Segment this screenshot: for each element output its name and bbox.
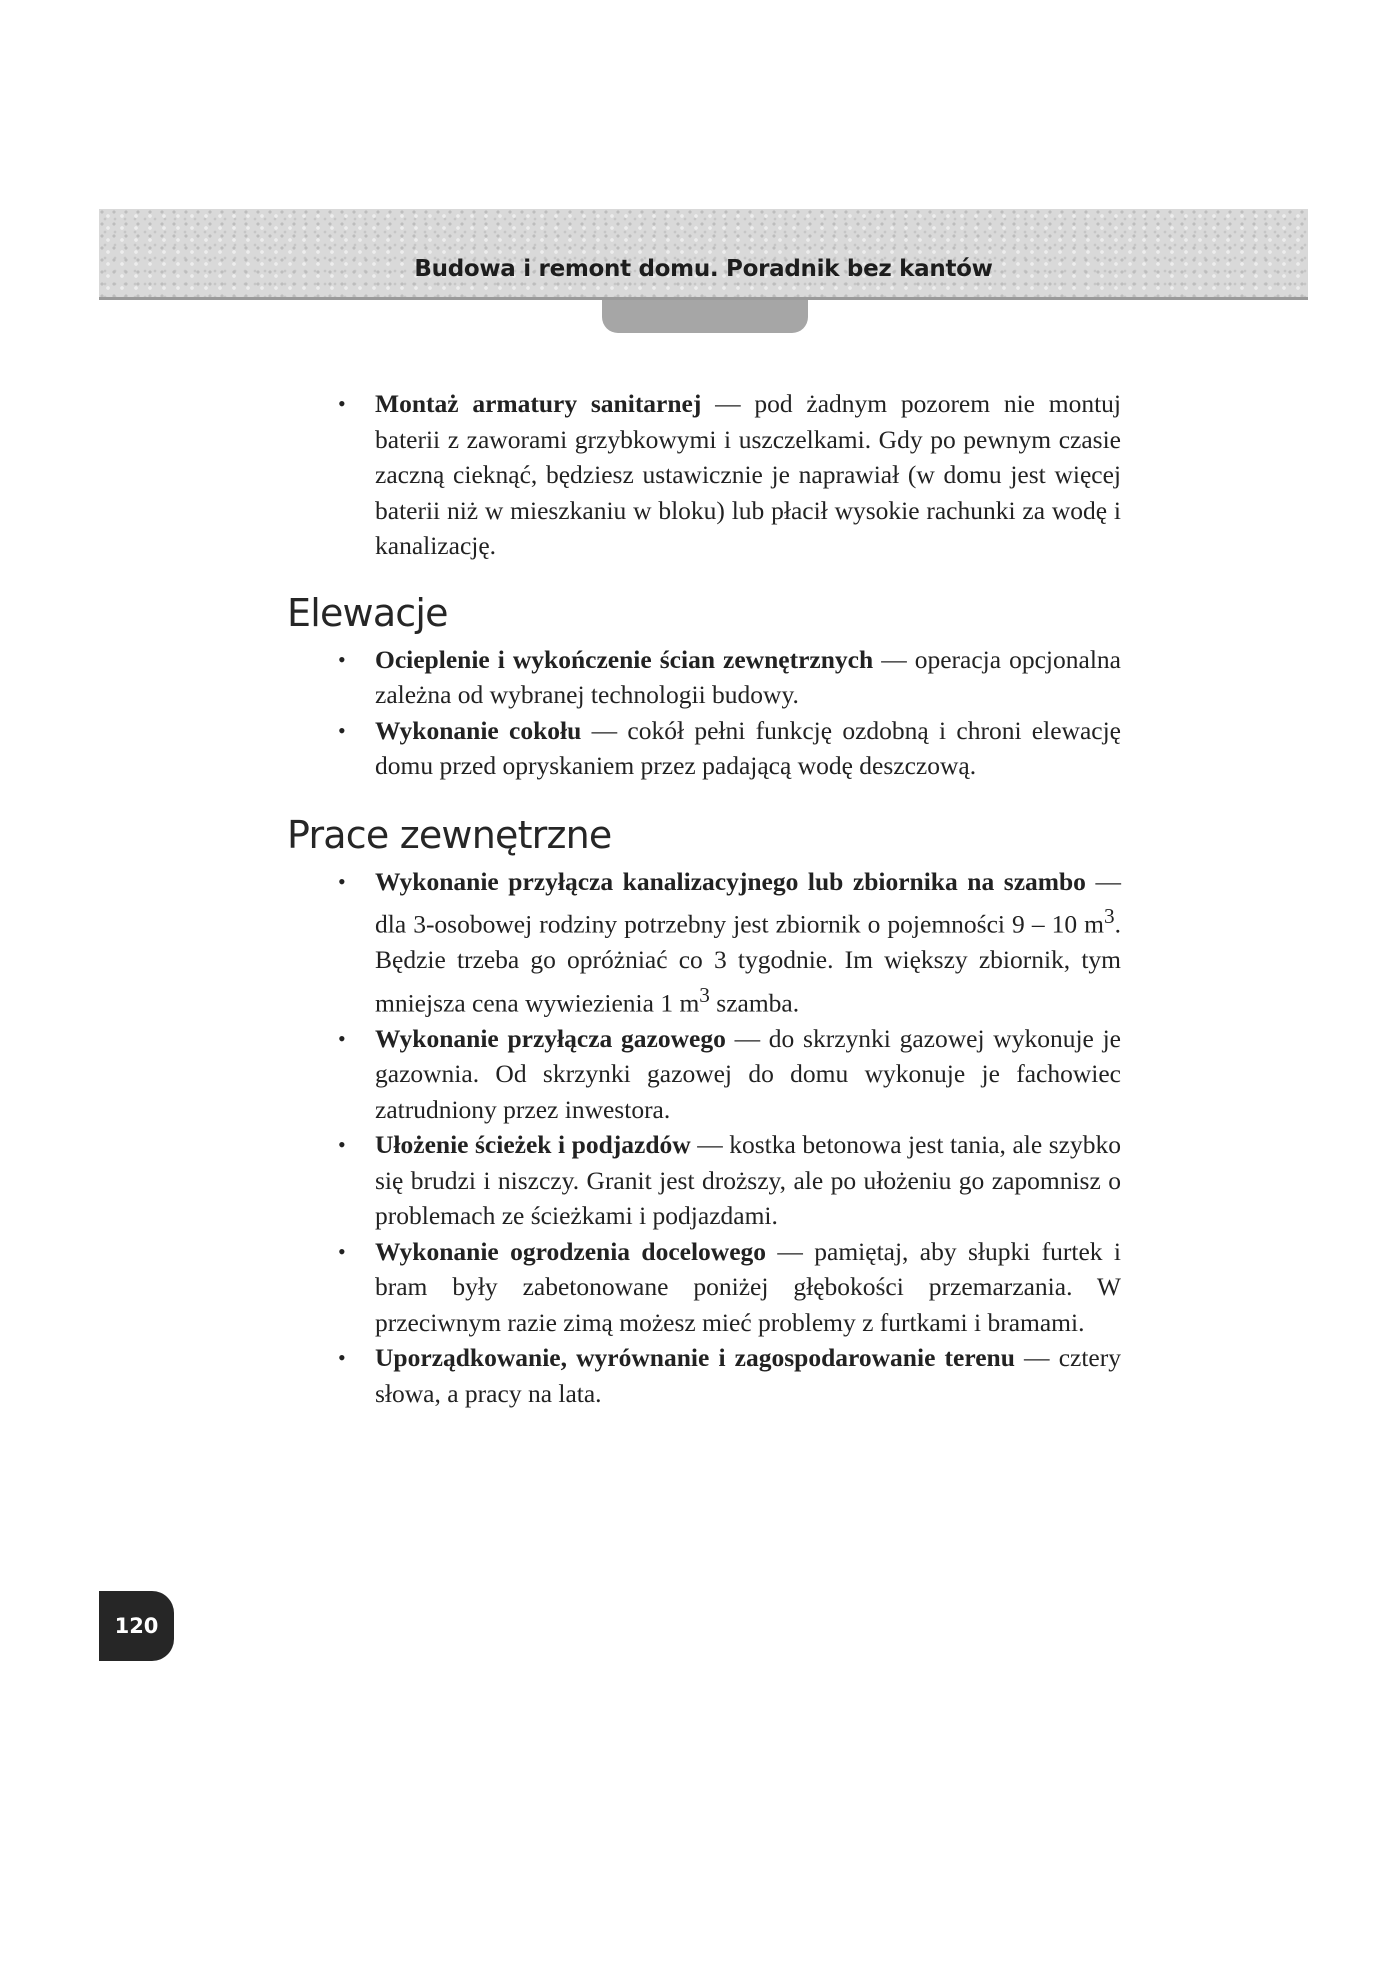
section-heading-elewacje: Elewacje <box>287 590 448 635</box>
bullet-icon: • <box>338 868 346 894</box>
item-term: Montaż armatury sanitarnej <box>375 389 702 418</box>
item-text: — kostka betonowa jest tania, ale szybko się brudzi i niszczy. Granit jest droższy, ale po ułożeniu go zapomnisz o problemach ze ścieżkami i podjazdami. <box>375 1130 1121 1230</box>
item-text: — pod żadnym pozorem nie montuj baterii z zaworami grzybkowymi i uszczelkami. Gdy po pewnym czasie zaczną cieknąć, będziesz ustawicznie je naprawiał (w domu jest więcej baterii niż w mieszkaniu w bloku) lub płacił wysokie rachunki za wodę i kanalizację. <box>375 389 1122 560</box>
item-text: — dla 3-osobowej rodziny potrzebny jest zbiornik o pojemności 9 – 10 m <box>375 866 1121 939</box>
section-heading-prace-zewnetrzne: Prace zewnętrzne <box>287 812 612 857</box>
bullet-icon: • <box>338 717 346 743</box>
item-text: szamba. <box>709 988 800 1017</box>
bullet-icon: • <box>338 1345 346 1370</box>
item-term: Wykonanie przyłącza kanalizacyjnego lub zbiornika na szambo <box>375 866 1086 896</box>
item-text: — operacja opcjonalna zależna od wybranej technologii budowy. <box>375 644 1121 709</box>
list-item <box>287 642 1121 713</box>
superscript: 3 <box>699 982 710 1007</box>
intro-bullet-list <box>287 386 1121 564</box>
item-text: — cztery słowa, a pracy na lata. <box>375 1343 1121 1408</box>
prace-bullet-list <box>287 864 1121 1412</box>
bullet-icon: • <box>338 391 346 416</box>
header-tab-decoration <box>602 300 808 333</box>
superscript: 3 <box>1104 904 1115 928</box>
elewacje-bullet-list <box>287 642 1121 784</box>
list-item <box>287 864 1121 1021</box>
item-term: Wykonanie ogrodzenia docelowego <box>375 1236 767 1266</box>
running-header-title: Budowa i remont domu. Poradnik bez kantów <box>414 256 993 282</box>
list-item <box>287 1021 1121 1128</box>
item-text: — pamiętaj, aby słupki furtek i bram były zabetonowane poniżej głębokości przemarzania. W przeciwnym razie zimą możesz mieć problemy z furtkami i bramami. <box>375 1236 1121 1337</box>
list-item <box>287 1234 1121 1341</box>
list-item <box>287 713 1121 784</box>
item-term: Ułożenie ścieżek i podjazdów <box>375 1130 691 1159</box>
list-item <box>287 1340 1121 1411</box>
bullet-icon: • <box>338 1025 346 1051</box>
page-number-badge: 120 <box>99 1591 174 1661</box>
bullet-icon: • <box>338 646 346 672</box>
item-term: Ocieplenie i wykończenie ścian zewnętrznych <box>375 644 874 674</box>
item-text: — cokół pełni funkcję ozdobną i chroni elewację domu przed opryskaniem przez padającą wodę deszczową. <box>375 715 1121 780</box>
bullet-icon: • <box>338 1238 346 1264</box>
item-term: Uporządkowanie, wyrównanie i zagospodarowanie terenu <box>375 1343 1015 1372</box>
item-text: . Będzie trzeba go opróżniać co 3 tygodnie. Im większy zbiornik, tym mniejsza cena wywiezienia 1 m <box>375 909 1121 1017</box>
page-content <box>287 386 1121 1411</box>
item-term: Wykonanie przyłącza gazowego <box>375 1023 726 1053</box>
header-pattern-band <box>99 209 1308 299</box>
item-text: — do skrzynki gazowej wykonuje je gazownia. Od skrzynki gazowej do domu wykonuje je fachowiec zatrudniony przez inwestora. <box>375 1023 1122 1124</box>
bullet-icon: • <box>338 1132 346 1157</box>
list-item <box>287 386 1121 564</box>
list-item <box>287 1127 1121 1234</box>
item-term: Wykonanie cokołu <box>375 715 582 745</box>
